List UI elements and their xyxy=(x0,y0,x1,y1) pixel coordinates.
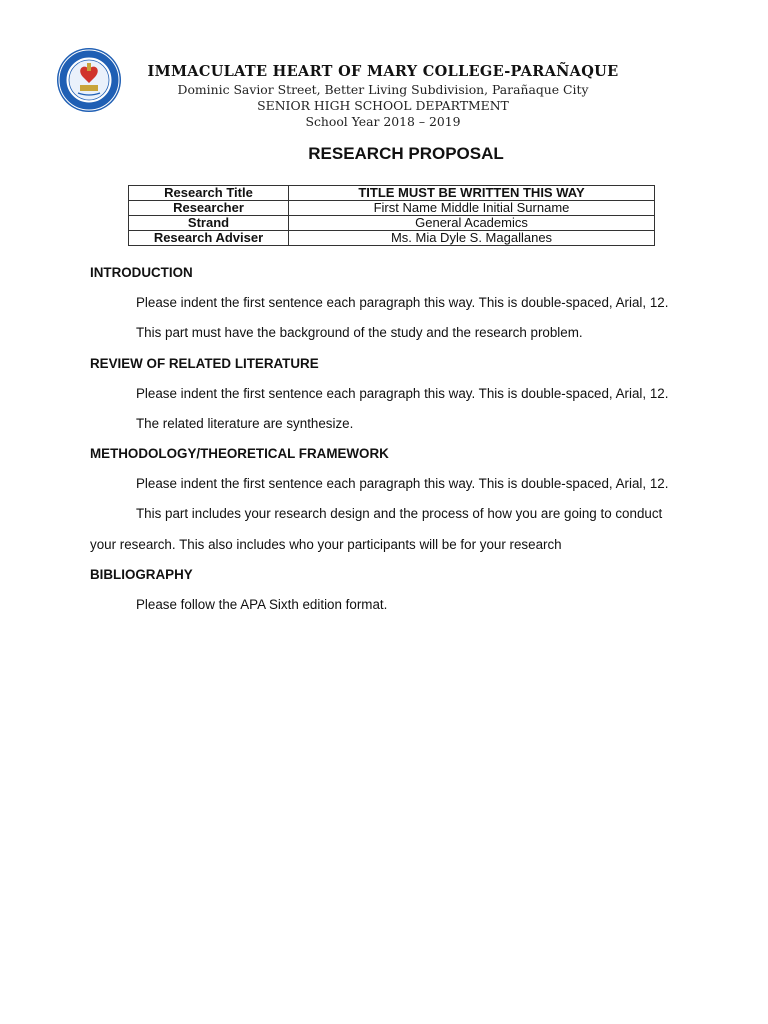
paragraph: The related literature are synthesize. xyxy=(136,415,354,431)
table-value: General Academics xyxy=(289,216,655,231)
table-row xyxy=(129,216,655,231)
table-value: First Name Middle Initial Surname xyxy=(289,201,655,216)
section-heading-bibliography: BIBLIOGRAPHY xyxy=(90,567,193,583)
document-title: RESEARCH PROPOSAL xyxy=(308,144,504,163)
paragraph: This part includes your research design and the process of how you are going to conduct your research. This also includes who your participants will be for your research xyxy=(90,506,663,552)
section-heading-methodology: METHODOLOGY/THEORETICAL FRAMEWORK xyxy=(90,446,389,462)
paragraph: Please indent the first sentence each paragraph this way. This is double-spaced, Arial, 12. xyxy=(136,295,669,310)
table-row xyxy=(129,201,655,216)
table-label: Research Adviser xyxy=(129,231,289,246)
section-heading-introduction: INTRODUCTION xyxy=(90,265,193,280)
table-row xyxy=(129,231,655,246)
letterhead xyxy=(120,62,646,130)
paragraph: This part must have the background of the study and the research problem. xyxy=(136,325,583,341)
table-row xyxy=(129,186,655,201)
section-heading-review-of-literature: REVIEW OF RELATED LITERATURE xyxy=(90,355,319,371)
table-label: Researcher xyxy=(129,201,289,216)
school-year: School Year 2018 – 2019 xyxy=(305,114,461,129)
college-seal-icon xyxy=(56,47,122,113)
department-name: SENIOR HIGH SCHOOL DEPARTMENT xyxy=(257,98,509,113)
paragraph: Please follow the APA Sixth edition format. xyxy=(136,597,388,613)
table-value: TITLE MUST BE WRITTEN THIS WAY xyxy=(289,186,655,201)
paragraph: Please indent the first sentence each paragraph this way. This is double-spaced, Arial, 12. xyxy=(136,385,669,401)
document-body xyxy=(90,258,690,620)
table-value: Ms. Mia Dyle S. Magallanes xyxy=(289,231,655,246)
table-label: Research Title xyxy=(129,186,289,201)
college-address: Dominic Savior Street, Better Living Subdivision, Parañaque City xyxy=(177,82,589,97)
proposal-info-table xyxy=(128,185,655,246)
table-label: Strand xyxy=(129,216,289,231)
college-name: IMMACULATE HEART OF MARY COLLEGE-PARAÑAQUE xyxy=(147,63,619,80)
paragraph: Please indent the first sentence each paragraph this way. This is double-spaced, Arial, 12. xyxy=(136,476,669,492)
